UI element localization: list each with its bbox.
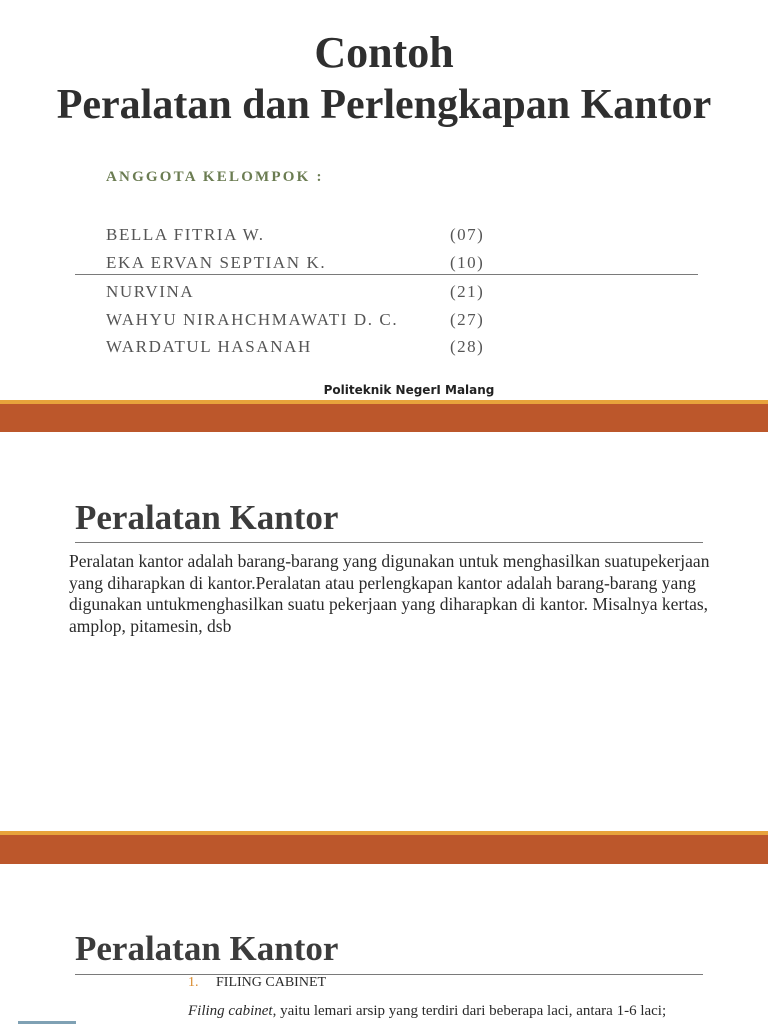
slide1-title-line2: Peralatan dan Perlengkapan Kantor bbox=[56, 82, 712, 128]
list-item-label: FILING CABINET bbox=[216, 975, 327, 990]
slide3-title: Peralatan Kantor bbox=[75, 929, 339, 968]
member-number: (21) bbox=[450, 282, 485, 301]
member-name: NURVINA bbox=[106, 282, 195, 301]
member-name: EKA ERVAN SEPTIAN K. bbox=[106, 253, 327, 272]
title-underline bbox=[75, 542, 703, 543]
member-number: (10) bbox=[450, 253, 485, 272]
member-number: (07) bbox=[450, 225, 485, 244]
member-number: (28) bbox=[450, 337, 485, 356]
member-number: (27) bbox=[450, 310, 485, 329]
list-item-description bbox=[188, 1003, 728, 1020]
title-underline bbox=[75, 974, 703, 975]
group-label: ANGGOTA KELOMPOK : bbox=[106, 169, 324, 185]
list-number: 1. bbox=[188, 975, 199, 990]
member-name: WAHYU NIRAHCHMAWATI D. C. bbox=[106, 310, 399, 329]
slide-divider-band bbox=[0, 404, 768, 432]
divider-line bbox=[75, 274, 698, 275]
slide-divider-band bbox=[0, 835, 768, 864]
term-italic: Filing cabinet bbox=[188, 1003, 273, 1019]
description-text: , yaitu lemari arsip yang terdiri dari beberapa laci, antara 1-6 laci; bbox=[272, 1003, 667, 1019]
slide1-title-line1: Contoh bbox=[314, 28, 454, 77]
member-name: BELLA FITRIA W. bbox=[106, 225, 265, 244]
institution-footer: Politeknik NegerI Malang bbox=[323, 383, 495, 397]
slide2-body-text: Peralatan kantor adalah barang-barang yang digunakan untuk menghasilkan suatupekerjaan yang diharapkan di kantor.Peralatan atau perlengkapan kantor adalah barang-barang yang digunakan untukmenghasilkan suatu pekerjaan yang diharapkan di kantor. Misalnya kertas, amplop, pitamesin, dsb bbox=[69, 551, 710, 636]
slide2-title: Peralatan Kantor bbox=[75, 498, 339, 537]
member-name: WARDATUL HASANAH bbox=[106, 337, 312, 356]
